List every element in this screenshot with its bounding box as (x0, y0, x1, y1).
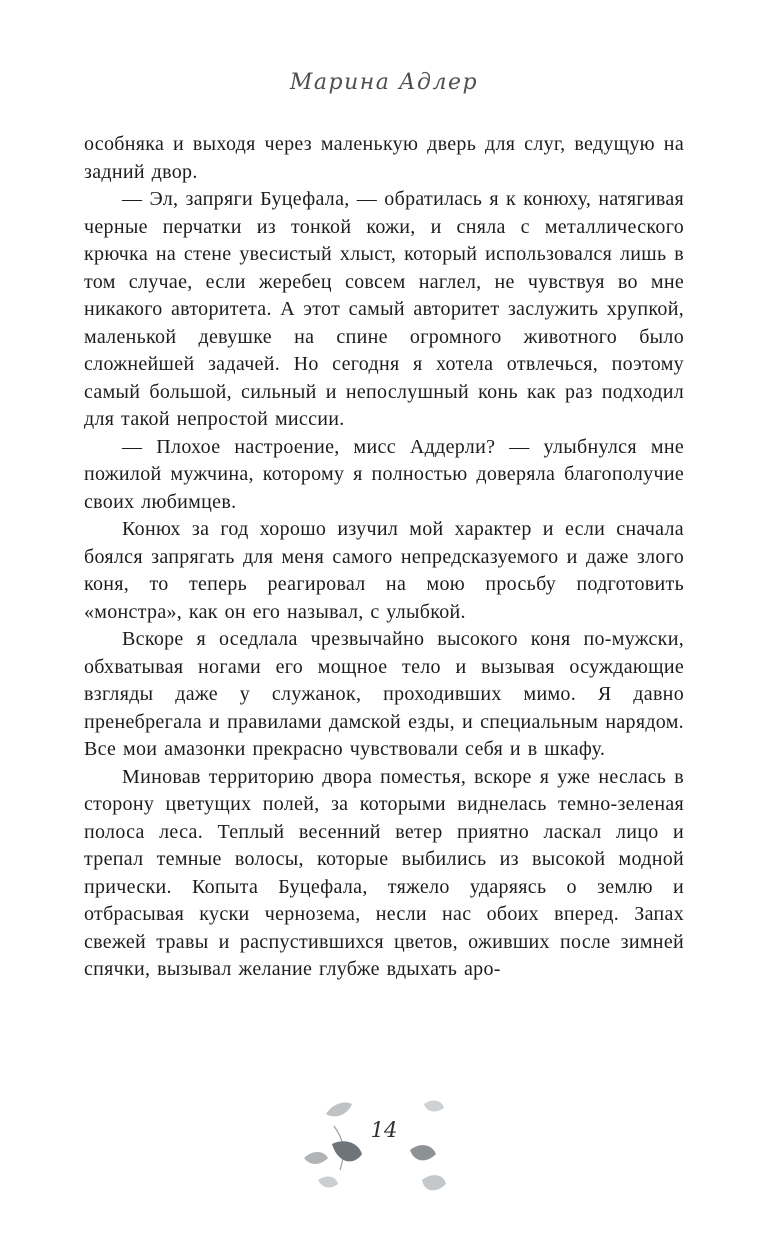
page-number: 14 (370, 1118, 398, 1142)
page-footer (0, 1096, 768, 1226)
paragraph: — Плохое настроение, мисс Аддерли? — улыбнулся мне пожилой мужчина, которому я полностью доверяла благополучие своих любимцев. (84, 435, 684, 513)
body-text (84, 131, 684, 984)
leaf-decoration-icon (274, 1096, 494, 1216)
author-header: Марина Адлер (289, 70, 479, 95)
paragraph: особняка и выходя через маленькую дверь для слуг, ведущую на задний двор. (84, 133, 684, 183)
paragraph: Миновав территорию двора поместья, вскоре я уже неслась в сторону цветущих полей, за которыми виднелась темно-зеленая полоса леса. Теплый весенний ветер приятно ласкал лицо и трепал темные волосы, которые выбились из высокой модной прически. Копыта Буцефала, тяжело ударяясь о землю и отбрасывая куски чернозема, несли нас обоих вперед. Запах свежей травы и распустившихся цветов, оживших после зимней спячки, вызывал желание глубже вдыхать аро- (84, 765, 684, 980)
paragraph: Вскоре я оседлала чрезвычайно высокого коня по-мужски, обхватывая ногами его мощное тело и вызывая осуждающие взгляды даже у служанок, проходивших мимо. Я давно пренебрегала и правилами дамской езды, и специальным нарядом. Все мои амазонки прекрасно чувствовали себя и в шкафу. (84, 628, 684, 760)
paragraph: Конюх за год хорошо изучил мой характер и если сначала боялся запрягать для меня самого непредсказуемого и даже злого коня, то теперь реагировал на мою просьбу подготовить «монстра», как он его называл, с улыбкой. (84, 518, 684, 623)
paragraph: — Эл, запряги Буцефала, — обратилась я к конюху, натягивая черные перчатки из тонкой кожи, и сняла с металлического крючка на стене увесистый хлыст, который использовался лишь в том случае, если жеребец совсем наглел, не чувствуя во мне никакого авторитета. А этот самый авторитет заслужить хрупкой, маленькой девушке на спине огромного животного было сложнейшей задачей. Но сегодня я хотела отвлечься, поэтому самый большой, сильный и непослушный конь как раз подходил для такой непростой миссии. (84, 188, 684, 430)
